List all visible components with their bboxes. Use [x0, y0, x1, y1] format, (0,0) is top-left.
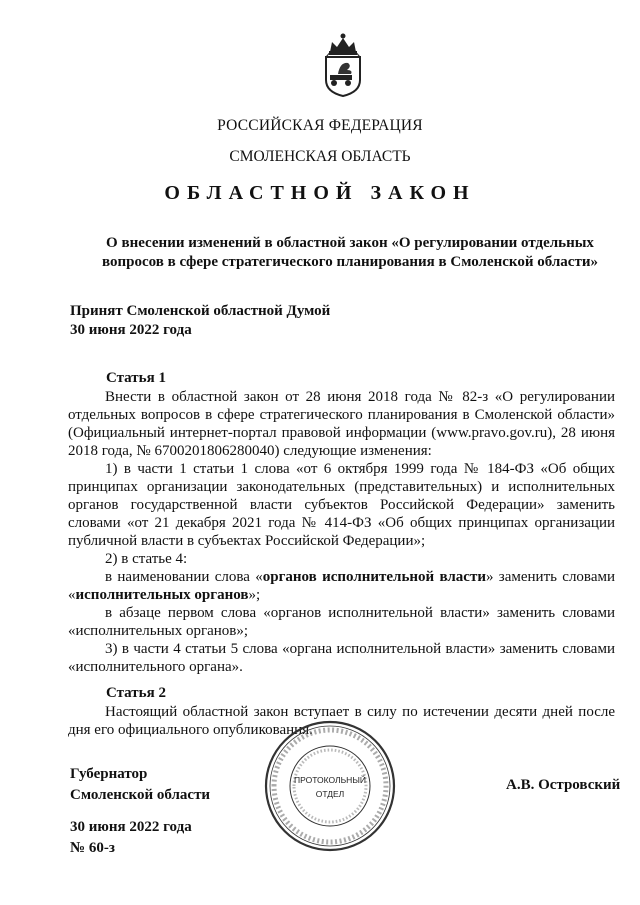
coat-of-arms-emblem	[318, 30, 368, 98]
position-line: Губернатор	[70, 766, 148, 782]
article-1-body	[68, 388, 615, 676]
text-run: »;	[248, 587, 261, 603]
position-line: Смоленской области	[70, 787, 211, 803]
article-1-paragraph: в абзаце первом слова «органов исполнительной власти» заменить словами «исполнительных органов»;	[68, 605, 615, 639]
adoption-info	[70, 302, 470, 340]
adopted-by: Принят Смоленской областной Думой	[70, 303, 331, 319]
signing-date: 30 июня 2022 года	[70, 819, 192, 835]
article-1-paragraph: Внести в областной закон от 28 июня 2018 года № 82-з «О регулировании отдельных вопросов в сфере стратегического планирования в Смоленской области» (Официальный интернет-портал правовой информации (www.pravo.gov.ru), 28 июня 2018 года, № 6700201806280040) следующие изменения:	[68, 389, 615, 459]
stamp-center-text: ОТДЕЛ	[315, 789, 345, 799]
article-1-paragraph	[68, 568, 615, 604]
stamp-center-text: ПРОТОКОЛЬНЫЙ	[294, 775, 366, 785]
article-2-heading: Статья 2	[106, 685, 166, 701]
document-type-heading: ОБЛАСТНОЙ ЗАКОН	[164, 182, 476, 204]
bold-run: исполнительных органов	[75, 587, 249, 603]
federation-heading: РОССИЙСКАЯ ФЕДЕРАЦИЯ	[217, 117, 423, 134]
round-stamp-seal	[262, 718, 398, 854]
signatory-name: А.В. Островский	[506, 777, 621, 793]
article-1-paragraph: 3) в части 4 статьи 5 слова «органа исполнительной власти» заменить словами «исполнительного органа».	[68, 641, 615, 675]
text-run: в наименовании слова «	[105, 569, 263, 585]
signing-info	[70, 817, 192, 859]
article-2-paragraph: Настоящий областной закон вступает в силу по истечении десяти дней после дня его официального опубликования.	[68, 704, 615, 738]
article-1-paragraph: 1) в части 1 статьи 1 слова «от 6 октября 1999 года № 184-ФЗ «Об общих принципах организации законодательных (представительных) и исполнительных органов государственной власти субъектов Российской Федерации» заменить словами «от 21 декабря 2021 года № 414-ФЗ «Об общих принципах организации публичной власти в субъектах Российской Федерации»;	[68, 461, 615, 549]
adoption-date: 30 июня 2022 года	[70, 322, 192, 338]
article-1-paragraph: 2) в статье 4:	[105, 551, 188, 567]
bold-run: органов исполнительной власти	[262, 569, 486, 585]
article-1-heading: Статья 1	[106, 370, 166, 386]
law-title-line: вопросов в сфере стратегического планирования в Смоленской области»	[102, 254, 598, 270]
law-number: № 60-з	[70, 840, 115, 856]
region-heading: СМОЛЕНСКАЯ ОБЛАСТЬ	[229, 148, 411, 165]
law-title-line: О внесении изменений в областной закон «О регулировании отдельных	[106, 235, 594, 251]
law-title	[70, 234, 630, 272]
signatory-position	[70, 764, 210, 806]
text-run: » заменить словами «	[68, 569, 615, 603]
